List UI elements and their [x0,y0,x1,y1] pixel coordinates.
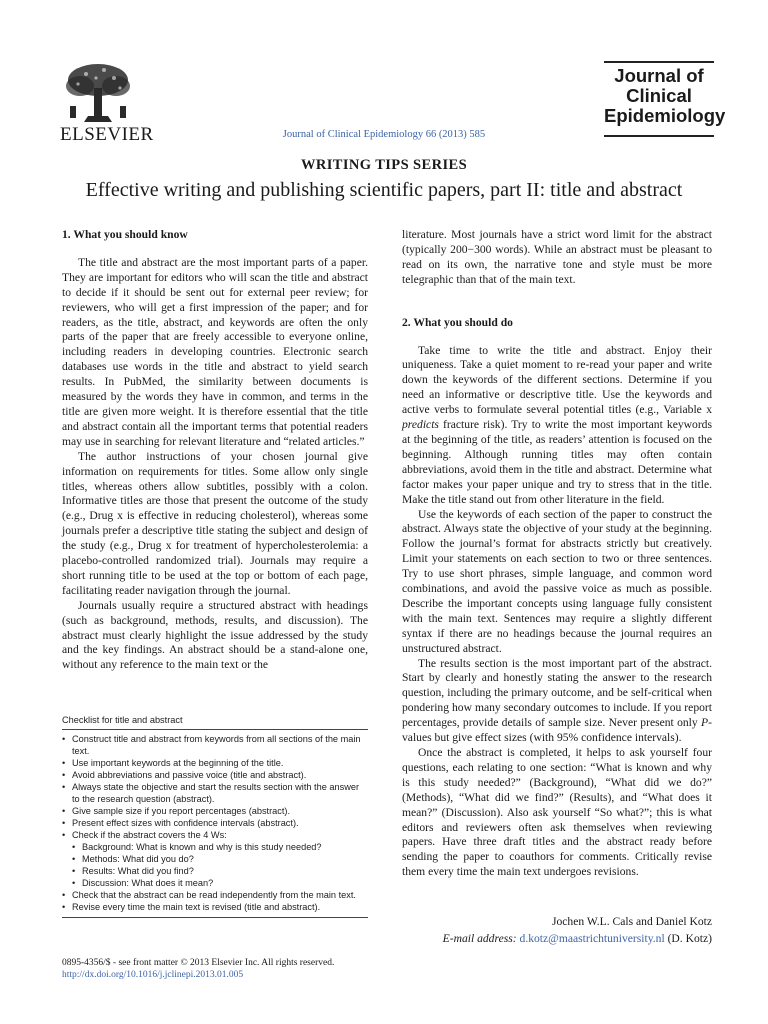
journal-logo-bottom-rule [604,135,714,137]
publisher-name: ELSEVIER [60,124,154,145]
checklist-item: • Present effect sizes with confidence intervals (abstract). [62,817,368,829]
copyright-line: 0895-4356/$ - see front matter © 2013 Elsevier Inc. All rights reserved. [62,958,335,968]
checklist-bottom-rule [62,917,368,918]
checklist-box [62,714,368,918]
right-column [402,228,712,880]
paragraph [402,657,712,746]
checklist-item: • Results: What did you find? [62,865,368,877]
checklist-item: • Methods: What did you do? [62,853,368,865]
text-run: Take time to write the title and abstract. Enjoy their uniqueness. Take a quiet moment to re-read your paper and write down the keywords of the different sections. Determine if you need an informative or descriptive title. Use the keywords and active verbs to formulate several potential titles (e.g., Variable x [402,343,712,417]
author-names: Jochen W.L. Cals and Daniel Kotz [551,915,712,928]
journal-logo-line: Clinical [626,84,692,106]
paragraph: Use the keywords of each section of the paper to construct the abstract. Always state the objective of your study at the beginning. Follow the journal’s format for abstracts strictly but creatively. Limit your statements on each section to two or three sentences. Try to use short phrases, simple language, and common word combinations, and avoid the passive voice as much as possible. Describe the important concepts using language fully consistent with the main text. Sentences may require a slightly different syntax if there are no headings because the journal requires an unstructured abstract. [402,507,712,655]
checklist-item: • Discussion: What does it mean? [62,877,368,889]
section-heading-what-you-should-do: 2. What you should do [402,315,513,329]
email-suffix: (D. Kotz) [664,932,712,945]
doi-link[interactable]: http://dx.doi.org/10.1016/j.jclinepi.2013.01.005 [62,970,244,981]
checklist-item: • Background: What is known and why is this study needed? [62,841,368,853]
journal-citation[interactable]: Journal of Clinical Epidemiology 66 (2013) 585 [282,129,486,140]
checklist-item: • Check if the abstract covers the 4 Ws: [62,829,368,841]
text-run: The results section is the most important part of the abstract. Start by clearly and honestly stating the answer to the research question, including the primary outcome, and be self-critical when pondering how many secondary outcomes to include. If you report percentages, provide details of sample size. Never present only [402,656,712,730]
checklist-item: • Revise every time the main text is revised (title and abstract). [62,901,368,913]
journal-logo-top-rule [604,61,714,63]
journal-logo [604,65,726,126]
checklist-title: Checklist for title and abstract [62,714,368,730]
paragraph: Journals usually require a structured abstract with headings (such as background, methods, results, and discussion). The abstract must clearly highlight the issue addressed by the study and the key findings. An abstract should be a stand-alone one, without any reference to the main text or the [62,598,368,672]
italic-run: predicts [402,418,439,432]
checklist-item: • Use important keywords at the beginning of the title. [62,757,368,769]
paragraph: Once the abstract is completed, it helps to ask yourself four questions, each relating to one section: “What is known and why is this study needed?” (Background), “What did we do?” (Methods), “What did we find?” (Results), and “What does it mean?” (Discussion). Also ask yourself “So what?”; this is what editors and reviewers often ask themselves when reviewing papers. Have three draft titles and the abstract ready before sending the paper to coauthors for comments. Critically revise them every time the main text undergoes revisions. [402,746,712,879]
checklist-list [62,733,368,913]
left-column [62,228,368,673]
email-label: E-mail address: [442,932,517,945]
journal-logo-line: Journal of [614,65,704,86]
journal-logo-line: Epidemiology [604,104,726,126]
paragraph [402,344,712,508]
paragraph: The title and abstract are the most important parts of a paper. They are important for editors who will scan the title and abstract to decide if it should be sent out for external peer review; for reviewers, who will get a first impression of the paper; and for readers, as the title, abstract, and keywords are often the only parts of the paper that are freely accessible to everyone online, including readers in developing countries. Electronic search databases use words in the title and abstract to yield search results. In PubMed, the similarity between documents is measured by the words they have in common, and terms in the title are given more weight. It is therefore essential that the title and abstract contain all the important terms that potential readers may use in searching for relevant literature and “related articles.” [62,255,368,448]
section-heading-what-you-should-know: 1. What you should know [62,228,188,241]
checklist-item: • Avoid abbreviations and passive voice (title and abstract). [62,769,368,781]
checklist-item: • Construct title and abstract from keywords from all sections of the main text. [62,733,368,757]
email-line [402,932,712,945]
checklist-item: • Always state the objective and start the results section with the answer to the research question (abstract). [62,781,368,805]
checklist-item: • Check that the abstract can be read independently from the main text. [62,889,368,901]
paragraph-continuation: literature. Most journals have a strict word limit for the abstract (typically 200−300 words). While an abstract must be pleasant to read on its own, the narrative tone and style must be more telegraphic than that of the main text. [402,228,712,286]
article-title: Effective writing and publishing scientific papers, part II: title and abstract [85,179,683,201]
text-run: -values but give effect sizes (with 95% confidence intervals). [402,716,712,745]
text-run: fracture risk). Try to write the most important keywords at the beginning of the title, as readers’ attention is focused on the beginning. Although running titles may often contain abbreviations, avoid them in the title and abstract. Determine what factor makes your paper unique and try to stress that in the title. Make the title stand out from other literature in the field. [402,418,712,506]
checklist-item: • Give sample size if you report percentages (abstract). [62,805,368,817]
italic-run: P [701,716,709,730]
paragraph: The author instructions of your chosen journal give information on requirements for titles. Some allow only single titles, whereas others allow subtitles, possibly with a colon. Informative titles are those that present the outcome of the study (e.g., Drug x is effective in reducing cholesterol), whereas some journals prefer a descriptive title stating the subject and design of the study (e.g., Drug x for treatment of hypercholesterolemia: a placebo-controlled randomized trial). Journals may require a short running title to be used at the top or bottom of each page, facilitating reader navigation through the journal. [62,449,368,597]
email-link[interactable]: d.kotz@maastrichtuniversity.nl [519,932,665,945]
footer [62,957,382,982]
series-label: WRITING TIPS SERIES [300,157,468,173]
